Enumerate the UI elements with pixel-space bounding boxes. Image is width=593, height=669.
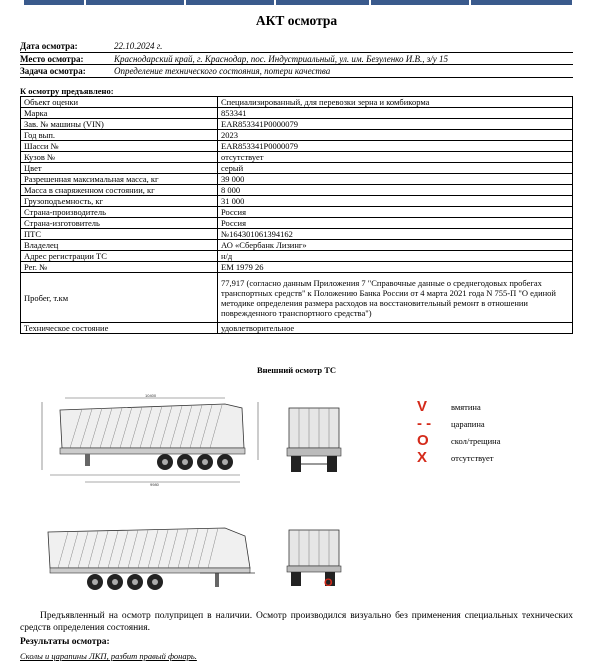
row-value: 77,917 (согласно данным Приложения 7 "Справочные данные о среднегодовых пробегах транспортных средств" к Положению Банка России от 4 марта 2021 года N 755-П "О единой методике определения размера расходов на восстановительный ремонт в отношении поврежденного транспортного средства") (218, 273, 573, 323)
table-row (21, 323, 573, 334)
results-text: Сколы и царапины ЛКП, разбит правый фонарь. (20, 651, 197, 661)
row-key: Владелец (21, 240, 218, 251)
row-key: Грузоподъемность, кг (21, 196, 218, 207)
external-inspection-title: Внешний осмотр ТС (256, 365, 337, 375)
inspection-paragraph: Предъявленный на осмотр полуприцеп в наличии. Осмотр производился визуально без применения специальных технических средств определения состояния. (20, 611, 573, 633)
legend-item (415, 449, 500, 466)
legend-label: отсутствует (451, 452, 494, 463)
table-row (21, 185, 573, 196)
table-row (21, 174, 573, 185)
row-value: 2023 (218, 130, 573, 141)
table-row (21, 273, 573, 323)
row-key: Шасси № (21, 141, 218, 152)
damage-marker-chip: O (324, 577, 333, 589)
row-value: №164301061394162 (218, 229, 573, 240)
meta-label: Место осмотра: (20, 53, 84, 64)
row-value: 853341 (218, 108, 573, 119)
row-key: Страна-изготовитель (21, 218, 218, 229)
chip-symbol-icon: O (417, 432, 429, 449)
trailer-side-view-drawing (30, 390, 272, 490)
row-value: 31 000 (218, 196, 573, 207)
dent-symbol-icon: V (417, 398, 428, 415)
row-key: Разрешенная максимальная масса, кг (21, 174, 218, 185)
row-value: 8 000 (218, 185, 573, 196)
row-key: Масса в снаряженном состоянии, кг (21, 185, 218, 196)
table-row (21, 251, 573, 262)
table-row (21, 152, 573, 163)
legend-label: царапина (451, 418, 485, 429)
header-bar (24, 0, 572, 5)
row-key: Зав. № машины (VIN) (21, 119, 218, 130)
row-value: 39 000 (218, 174, 573, 185)
table-row (21, 262, 573, 273)
table-row (21, 119, 573, 130)
row-key: Страна-производитель (21, 207, 218, 218)
meta-row-date (20, 40, 573, 53)
meta-row-place (20, 53, 573, 66)
legend-label: вмятина (451, 401, 481, 412)
row-key: Цвет (21, 163, 218, 174)
meta-value: Краснодарский край, г. Краснодар, пос. Индустриальный, ул. им. Безуленко И.В., з/у 15 (114, 53, 449, 64)
legend-item (415, 432, 500, 449)
meta-label: Задача осмотра: (20, 66, 86, 76)
meta-value: Определение технического состояния, потери качества (114, 66, 331, 76)
meta-label: Дата осмотра: (20, 41, 78, 51)
row-key: Адрес регистрации ТС (21, 251, 218, 262)
legend-label: скол/трещина (451, 435, 501, 446)
row-value: удовлетворительное (218, 323, 573, 334)
trailer-rear-view-drawing (285, 402, 345, 480)
row-value: серый (218, 163, 573, 174)
results-title: Результаты осмотра: (20, 637, 110, 647)
row-key: Марка (21, 108, 218, 119)
table-row (21, 163, 573, 174)
row-value: АО «Сбербанк Лизинг» (218, 240, 573, 251)
row-key: Год вып. (21, 130, 218, 141)
missing-symbol-icon: X (417, 449, 428, 466)
row-value: Специализированный, для перевозки зерна и комбикорма (218, 97, 573, 108)
row-key: ПТС (21, 229, 218, 240)
row-key: Техническое состояние (21, 323, 218, 334)
table-row (21, 196, 573, 207)
inspection-meta (20, 40, 573, 78)
table-row (21, 108, 573, 119)
row-value: ЕМ 1979 26 (218, 262, 573, 273)
trailer-rear-view-drawing-2 (285, 528, 345, 590)
row-key: Объект оценки (21, 97, 218, 108)
page-title: АКТ осмотра (255, 13, 338, 28)
table-row (21, 130, 573, 141)
row-value: EAR853341P0000079 (218, 119, 573, 130)
dim-label: 9980 (150, 482, 159, 487)
table-row (21, 97, 573, 108)
row-value: отсутствует (218, 152, 573, 163)
row-value: Россия (218, 207, 573, 218)
meta-value: 22.10.2024 г. (114, 41, 163, 51)
row-key: Пробег, т.км (21, 273, 218, 323)
table-row (21, 207, 573, 218)
legend-item (415, 415, 500, 432)
row-value: н/д (218, 251, 573, 262)
dim-label: 10400 (145, 393, 157, 398)
row-value: EAR853341P0000079 (218, 141, 573, 152)
presented-label: К осмотру предъявлено: (20, 86, 114, 96)
row-key: Кузов № (21, 152, 218, 163)
row-value: Россия (218, 218, 573, 229)
meta-row-task (20, 65, 573, 78)
scratch-symbol-icon: - - (417, 415, 432, 432)
trailer-side-view-drawing-2 (40, 522, 270, 594)
table-row (21, 240, 573, 251)
damage-legend (415, 398, 500, 466)
legend-item (415, 398, 500, 415)
table-row (21, 218, 573, 229)
table-row (21, 229, 573, 240)
vehicle-info-table (20, 96, 573, 334)
table-row (21, 141, 573, 152)
row-key: Рег. № (21, 262, 218, 273)
